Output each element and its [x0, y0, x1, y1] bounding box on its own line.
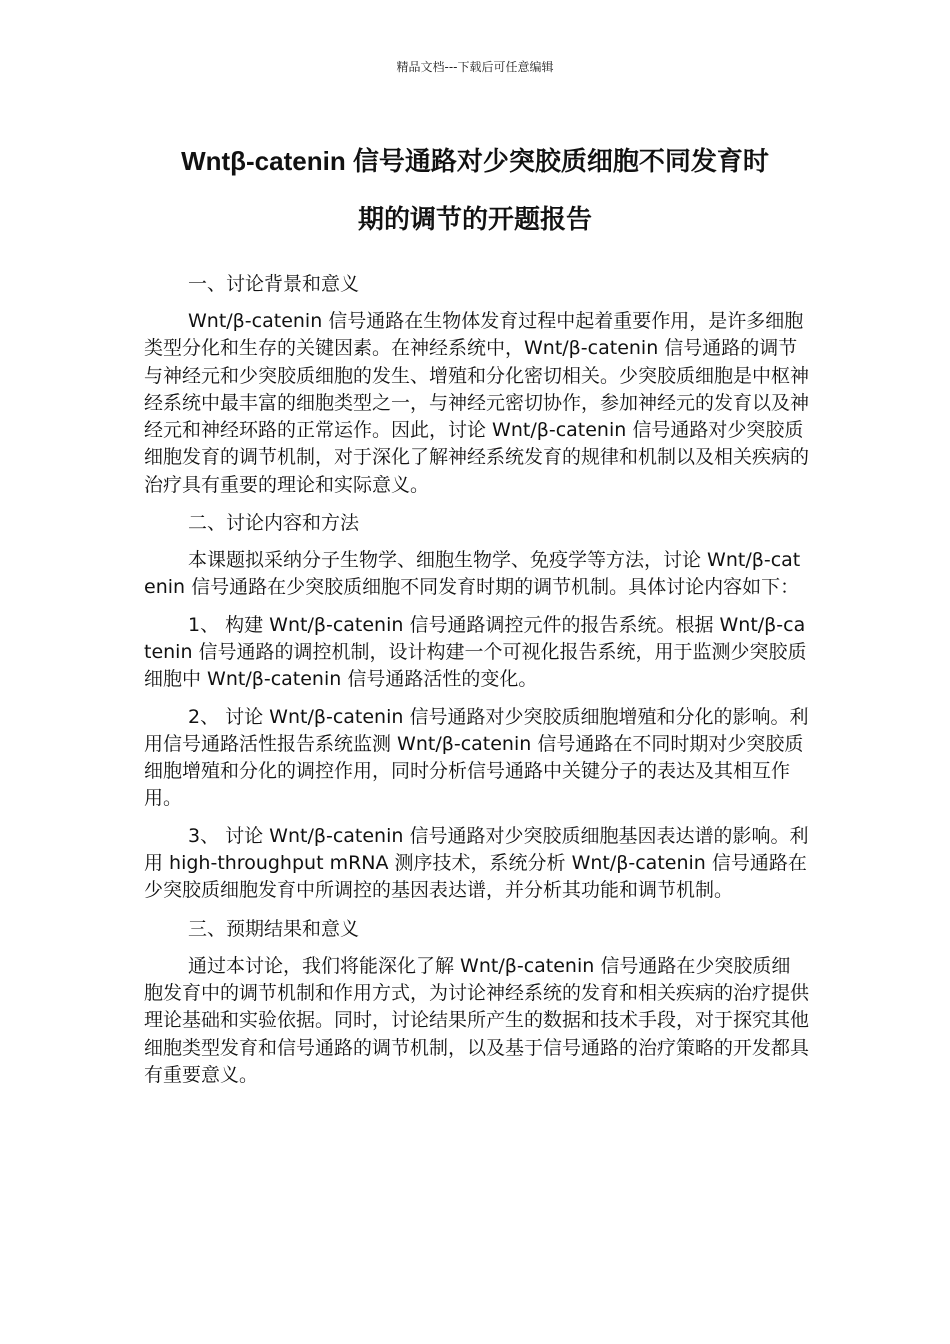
list-item-3: 3、 讨论 Wnt/β-catenin 信号通路对少突胶质细胞基因表达谱的影响。利用 high-throughput mRNA 测序技术，系统分析 Wnt/β-catenin 信号通路在少突胶质细胞发育中所调控的基因表达谱，并分析其功能和调节机制。 [144, 824, 809, 902]
paragraph-background: Wnt/β-catenin 信号通路在生物体发育过程中起着重要作用，是许多细胞类型分化和生存的关键因素。在神经系统中，Wnt/β-catenin 信号通路的调节与神经元和少突胶质细胞的发生、增殖和分化密切相关。少突胶质细胞是中枢神经系统中最丰富的细胞类型之一，与神经元密切协作，参加神经元的发育以及神经元和神经环路的正常运作。因此，讨论 Wnt/β-catenin 信号通路对少突胶质细胞发育的调节机制，对于深化了解神经系统发育的规律和机制以及相关疾病的治疗具有重要的理论和实际意义。 [144, 310, 810, 496]
document-body [144, 270, 809, 1099]
list-item-1: 1、 构建 Wnt/β-catenin 信号通路调控元件的报告系统。根据 Wnt/β-catenin 信号通路的调控机制，设计构建一个可视化报告系统，用于监测少突胶质细胞中 Wnt/β-catenin 信号通路活性的变化。 [144, 613, 807, 691]
document-title [120, 132, 830, 248]
title-line-1: Wntβ-catenin 信号通路对少突胶质细胞不同发育时 [181, 146, 769, 176]
section-heading-results: 三、预期结果和意义 [188, 917, 360, 940]
list-item-2: 2、 讨论 Wnt/β-catenin 信号通路对少突胶质细胞增殖和分化的影响。利用信号通路活性报告系统监测 Wnt/β-catenin 信号通路在不同时期对少突胶质细胞增殖和分化的调控作用，同时分析信号通路中关键分子的表达及其相互作用。 [144, 705, 809, 810]
header-note: 精品文档---下载后可任意编辑 [396, 60, 554, 74]
paragraph-results: 通过本讨论，我们将能深化了解 Wnt/β-catenin 信号通路在少突胶质细胞发育中的调节机制和作用方式，为讨论神经系统的发育和相关疾病的治疗提供理论基础和实验依据。同时，讨论结果所产生的数据和技术手段，对于探究其他细胞类型发育和信号通路的调节机制，以及基于信号通路的治疗策略的开发都具有重要意义。 [144, 954, 810, 1086]
section-heading-methods: 二、讨论内容和方法 [188, 512, 360, 535]
section-heading-background: 一、讨论背景和意义 [188, 273, 360, 295]
title-line-2: 期的调节的开题报告 [357, 204, 592, 234]
paragraph-methods-intro: 本课题拟采纳分子生物学、细胞生物学、免疫学等方法，讨论 Wnt/β-catenin 信号通路在少突胶质细胞不同发育时期的调节机制。具体讨论内容如下： [144, 549, 801, 599]
